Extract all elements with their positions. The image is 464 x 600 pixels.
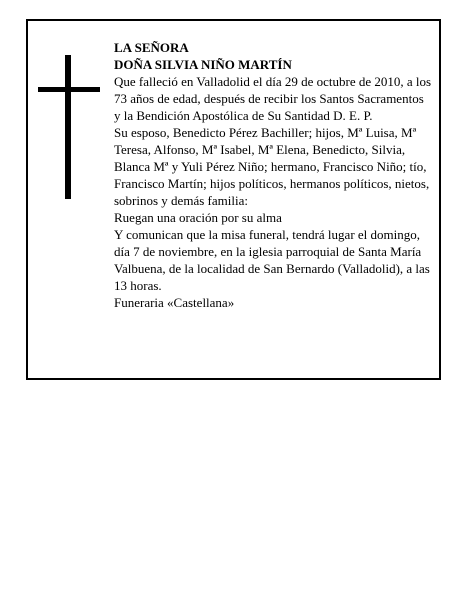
cross-horizontal-bar xyxy=(38,87,100,92)
family-paragraph: Su esposo, Benedicto Pérez Bachiller; hijos, Mª Luisa, Mª Teresa, Alfonso, Mª Isabel, Mª Elena, Benedicto, Silvia, Blanca Mª y Yuli Pérez Niño; hermano, Francisco Niño; tío, Francisco Martín; hijos políticos, hermanos políticos, nietos, sobrinos y demás familia: xyxy=(114,125,430,208)
funeral-paragraph: Y comunican que la misa funeral, tendrá lugar el domingo, día 7 de noviembre, en la iglesia parroquial de Santa María Valbuena, de la localidad de San Bernardo (Valladolid), a las 13 horas. xyxy=(114,227,430,293)
prayer-request: Ruegan una oración por su alma xyxy=(114,210,282,225)
notice-text xyxy=(114,39,432,311)
funeral-home: Funeraria «Castellana» xyxy=(114,295,235,310)
notice-heading: LA SEÑORA xyxy=(114,40,189,55)
death-paragraph: Que falleció en Valladolid el día 29 de octubre de 2010, a los 73 años de edad, después de recibir los Santos Sacramentos y la Bendición Apostólica de Su Santidad D. E. P. xyxy=(114,74,432,123)
cross-vertical-bar xyxy=(65,55,71,199)
obituary-notice xyxy=(26,19,441,380)
latin-cross-icon xyxy=(38,55,100,199)
deceased-name: DOÑA SILVIA NIÑO MARTÍN xyxy=(114,57,292,72)
